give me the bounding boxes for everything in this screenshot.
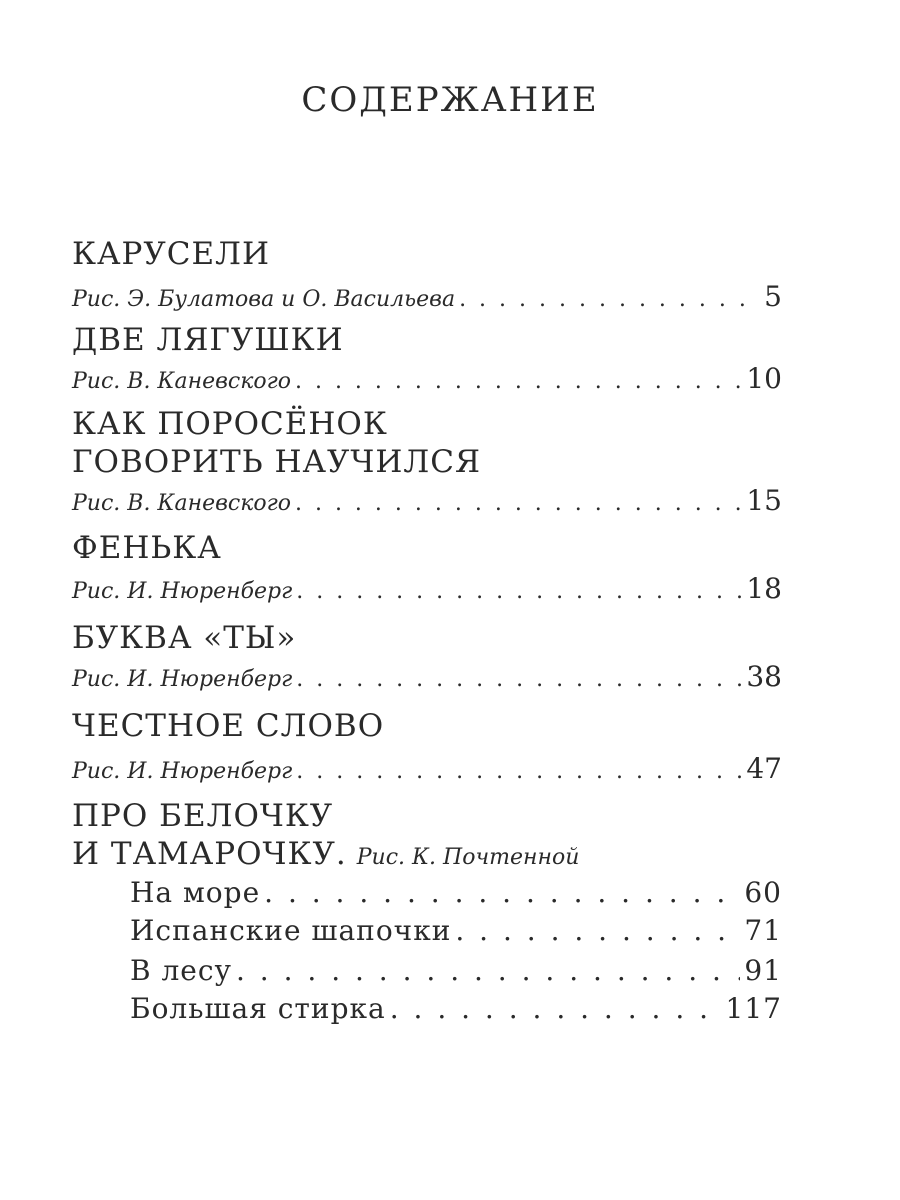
illustrator-credit: Рис. И. Нюренберг <box>72 667 293 692</box>
chapter-title: В лесу <box>130 954 232 987</box>
dot-leader <box>236 954 740 987</box>
dot-leader <box>459 287 760 312</box>
dot-leader <box>296 667 742 692</box>
toc-entry-title[interactable]: ДВЕ ЛЯГУШКИ <box>72 322 344 358</box>
toc-illustrator-row <box>72 572 782 605</box>
page-number: 117 <box>725 992 782 1025</box>
page-number: 60 <box>744 876 782 909</box>
page-number[interactable]: 15 <box>746 484 782 517</box>
page-title: СОДЕРЖАНИЕ <box>301 80 599 120</box>
page-number: 71 <box>744 914 782 947</box>
dot-leader <box>296 759 742 784</box>
dot-leader <box>296 579 742 604</box>
toc-entry-title[interactable]: БУКВА «ТЫ» <box>72 620 297 656</box>
toc-illustrator-row <box>72 660 782 693</box>
illustrator-credit: Рис. К. Почтенной <box>356 845 580 870</box>
toc-entry-title[interactable]: ЧЕСТНОЕ СЛОВО <box>72 708 385 744</box>
toc-illustrator-row <box>72 484 782 517</box>
toc-entry-title[interactable]: КАРУСЕЛИ <box>72 236 270 272</box>
illustrator-credit: Рис. В. Каневского <box>72 369 291 394</box>
dot-leader <box>455 914 740 947</box>
toc-entry-title-line[interactable]: КАК ПОРОСЁНОК <box>72 406 388 442</box>
page-number: 91 <box>744 954 782 987</box>
chapter-title: Испанские шапочки <box>130 914 452 947</box>
toc-illustrator-row <box>72 280 782 313</box>
page-number[interactable]: 10 <box>746 362 782 395</box>
dot-leader <box>390 992 722 1025</box>
toc-chapter-row[interactable] <box>130 914 782 947</box>
illustrator-credit: Рис. И. Нюренберг <box>72 759 293 784</box>
illustrator-credit: Рис. Э. Булатова и О. Васильева <box>72 287 456 312</box>
toc-illustrator-row <box>72 752 782 785</box>
illustrator-credit: Рис. В. Каневского <box>72 491 291 516</box>
page-number[interactable]: 47 <box>746 752 782 785</box>
page-number[interactable]: 5 <box>764 280 782 313</box>
chapter-title: На море <box>130 876 261 909</box>
toc-entry-title-line[interactable]: ПРО БЕЛОЧКУ <box>72 798 334 834</box>
toc-entry-title[interactable]: ФЕНЬКА <box>72 530 222 566</box>
illustrator-credit: Рис. И. Нюренберг <box>72 579 293 604</box>
chapter-title: Большая стирка <box>130 992 386 1025</box>
dot-leader <box>295 491 742 516</box>
toc-chapter-row[interactable] <box>130 954 782 987</box>
page-number[interactable]: 38 <box>746 660 782 693</box>
toc-entry-title-line-text[interactable]: И ТАМАРОЧКУ. <box>72 836 347 872</box>
toc-chapter-row[interactable] <box>130 876 782 909</box>
toc-entry-title-line <box>72 836 579 872</box>
toc-illustrator-row <box>72 362 782 395</box>
dot-leader <box>295 369 742 394</box>
page-number[interactable]: 18 <box>746 572 782 605</box>
dot-leader <box>264 876 740 909</box>
toc-entry-title-line[interactable]: ГОВОРИТЬ НАУЧИЛСЯ <box>72 444 481 480</box>
toc-chapter-row[interactable] <box>130 992 782 1025</box>
